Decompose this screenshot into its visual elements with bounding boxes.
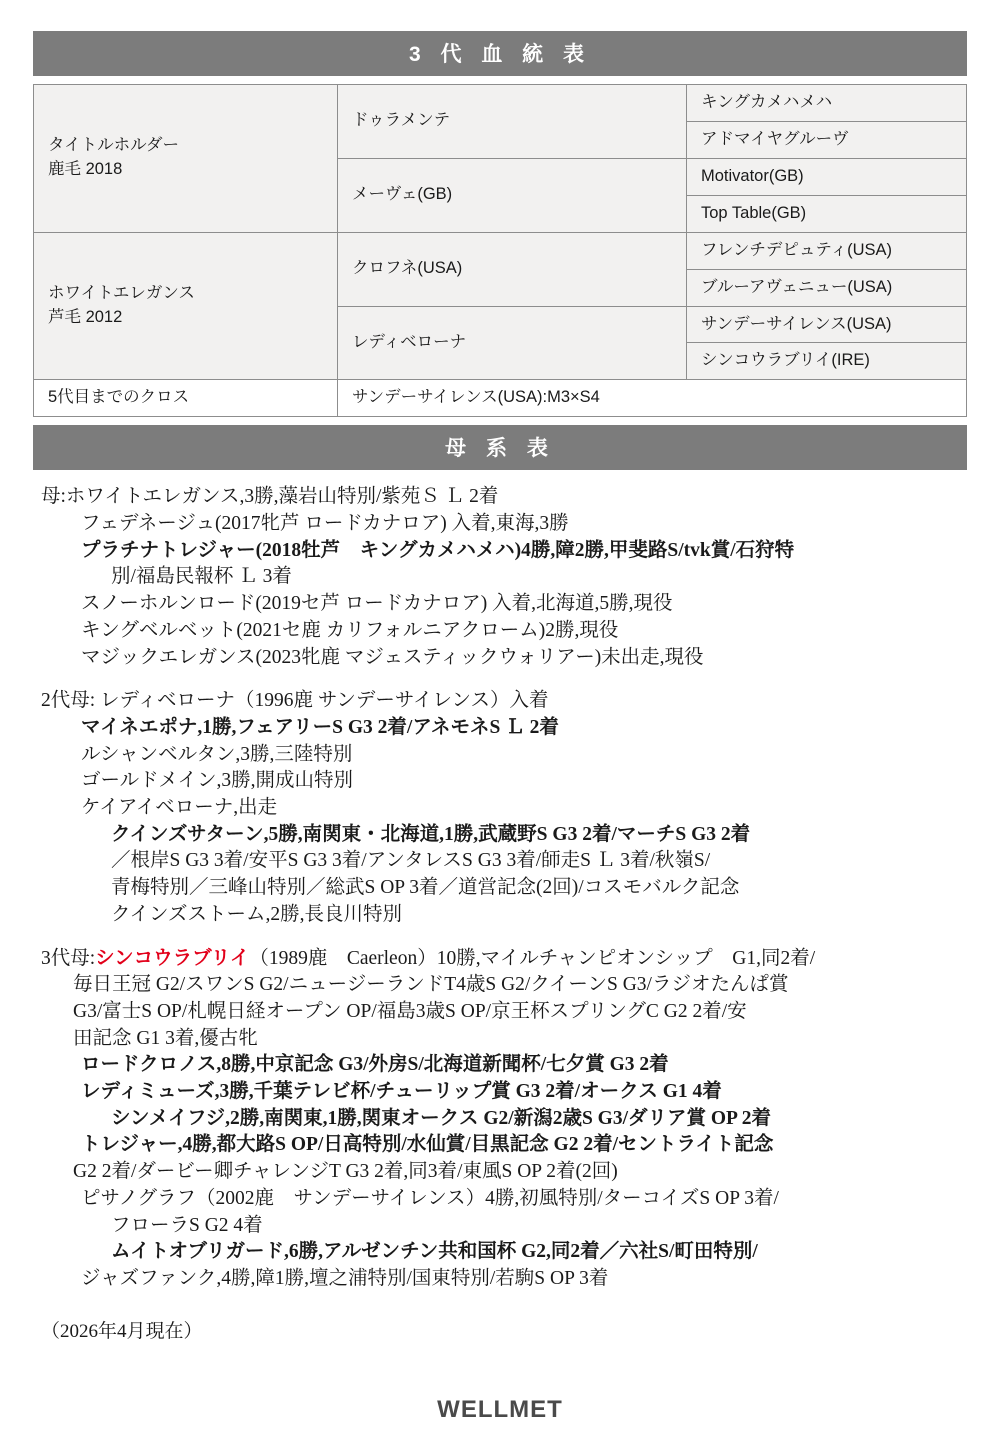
dam-damsire-dam-cell: シンコウラブリイ(IRE) — [687, 343, 967, 380]
sire-sire-cell: キングカメハメハ — [687, 85, 967, 122]
list-item — [111, 822, 967, 849]
sire-cell: ドゥラメンテ — [338, 85, 687, 159]
dam-name: ホワイトエレガンス — [48, 284, 195, 303]
pedigree-section-title: 3 代 血 統 表 — [33, 31, 967, 76]
dam-heading: 母:ホワイトエレガンス,3勝,藻岩山特別/紫苑Ｓ Ｌ 2着 — [41, 486, 499, 508]
list-item-continuation: ／根岸S G3 3着/安平S G3 3着/アンタレスS G3 3着/師走S Ｌ 3着/秋嶺S/ — [111, 850, 711, 872]
dam-detail: 芦毛 2012 — [48, 308, 123, 327]
third-dam-continuation: G3/富士S OP/札幌日経オープン OP/福島3歳S OP/京王杯スプリングC G2 2着/安 — [73, 1000, 747, 1022]
list-item — [111, 1239, 967, 1266]
list-item-name: トレジャー,4勝,都大路S OP/日高特別/水仙賞/目黒記念 G2 2着/セントライト記念 — [81, 1134, 774, 1156]
third-dam-continuation: 毎日王冠 G2/スワンS G2/ニュージーランドT4歳S G2/クイーンS G3/ラジオたんぱ賞 — [73, 974, 789, 996]
cross-value: サンデーサイレンス(USA):M3×S4 — [338, 380, 967, 417]
list-item — [81, 715, 967, 742]
list-item-name: プラチナトレジャー(2018牡芦 キングカメハメハ)4勝,障2勝,甲斐路S/tvk賞/石狩特 — [81, 539, 795, 561]
sire-damsire-sire-cell: Motivator(GB) — [687, 158, 967, 195]
list-item-name: クインズサターン,5勝,南関東・北海道,1勝,武蔵野S G3 2着/マーチS G3 2着 — [111, 823, 751, 845]
list-item-continuation: 青梅特別／三峰山特別／総武S OP 3着／道営記念(2回)/コスモバルク記念 — [111, 877, 740, 899]
list-item: マジックエレガンス(2023牝鹿 マジェスティックウォリアー)未出走,現役 — [81, 646, 704, 668]
sire-damsire-cell: メーヴェ(GB) — [338, 158, 687, 232]
list-item-continuation: 別/福島民報杯 Ｌ 3着 — [111, 566, 292, 588]
second-dam-heading: 2代母: レディベローナ（1996鹿 サンデーサイレンス）入着 — [41, 690, 549, 712]
brand-logo: WELLMET — [437, 1396, 563, 1423]
third-dam-prefix: 3代母: — [41, 947, 96, 969]
list-item-continuation: フローラS G2 4着 — [111, 1214, 263, 1236]
third-dam-name: シンコウラブリイ — [95, 947, 250, 969]
pedigree-table — [33, 84, 967, 417]
pedigree-sheet — [0, 31, 1000, 1446]
maternal-section-title: 母 系 表 — [33, 425, 967, 470]
list-item-continuation: G2 2着/ダービー卿チャレンジT G3 2着,同3着/東風S OP 2着(2回) — [73, 1161, 618, 1183]
list-item: ゴールドメイン,3勝,開成山特別 — [81, 770, 354, 792]
third-dam-continuation: 田記念 G1 3着,優古牝 — [73, 1027, 258, 1049]
cross-label: 5代目までのクロス — [34, 380, 338, 417]
list-item-name: ロードクロノス,8勝,中京記念 G3/外房S/北海道新聞杯/七夕賞 G3 2着 — [81, 1054, 669, 1076]
footer — [0, 1396, 1000, 1424]
list-item — [111, 1106, 967, 1133]
table-row — [34, 85, 967, 122]
table-row — [34, 232, 967, 269]
list-item: ルシャンベルタン,3勝,三陸特別 — [81, 743, 353, 765]
list-item — [81, 1052, 967, 1079]
list-item-name: レディミューズ,3勝,千葉テレビ杯/チューリップ賞 G3 2着/オークス G1 4着 — [81, 1081, 722, 1103]
subject-cell — [34, 85, 338, 233]
dam-sire-cell: クロフネ(USA) — [338, 232, 687, 306]
sire-dam-cell: アドマイヤグルーヴ — [687, 121, 967, 158]
table-row — [34, 380, 967, 417]
list-item — [81, 1079, 967, 1106]
as-of-note: （2026年4月現在） — [41, 1320, 203, 1342]
list-item-name: マイネエポナ,1勝,フェアリーS G3 2着/アネモネS Ｌ 2着 — [81, 716, 559, 738]
list-item: スノーホルンロード(2019セ芦 ロードカナロア) 入着,北海道,5勝,現役 — [81, 593, 673, 615]
list-item: フェデネージュ(2017牝芦 ロードカナロア) 入着,東海,3勝 — [81, 513, 569, 534]
sire-damsire-dam-cell: Top Table(GB) — [687, 195, 967, 232]
list-item: ピサノグラフ（2002鹿 サンデーサイレンス）4勝,初風特別/ターコイズS OP 3着/ — [81, 1187, 779, 1209]
dam-sire-sire-cell: フレンチデピュティ(USA) — [687, 232, 967, 269]
third-dam-heading — [41, 946, 967, 973]
dam-damsire-sire-cell: サンデーサイレンス(USA) — [687, 306, 967, 343]
maternal-family-text — [33, 484, 967, 1344]
list-item: キングベルベット(2021セ鹿 カリフォルニアクローム)2勝,現役 — [81, 619, 619, 641]
list-item: ジャズファンク,4勝,障1勝,壇之浦特別/国東特別/若駒S OP 3着 — [81, 1267, 609, 1289]
list-item — [81, 538, 967, 565]
list-item: クインズストーム,2勝,長良川特別 — [111, 903, 402, 925]
spacer — [33, 929, 967, 946]
subject-name: タイトルホルダー — [48, 136, 180, 155]
subject-detail: 鹿毛 2018 — [48, 160, 123, 179]
third-dam-rest: （1989鹿 Caerleon）10勝,マイルチャンピオンシップ G1,同2着/ — [249, 947, 816, 969]
list-item-name: シンメイフジ,2勝,南関東,1勝,関東オークス G2/新潟2歳S G3/ダリア賞 OP 2着 — [111, 1107, 771, 1129]
dam-cell — [34, 232, 338, 380]
list-item-name: ムイトオブリガード,6勝,アルゼンチン共和国杯 G2,同2着／六社S/町田特別/ — [111, 1241, 758, 1263]
dam-sire-dam-cell: ブルーアヴェニュー(USA) — [687, 269, 967, 306]
spacer — [33, 671, 967, 688]
dam-damsire-cell: レディベローナ — [338, 306, 687, 380]
list-item — [81, 1132, 967, 1159]
list-item: ケイアイベローナ,出走 — [81, 797, 278, 819]
